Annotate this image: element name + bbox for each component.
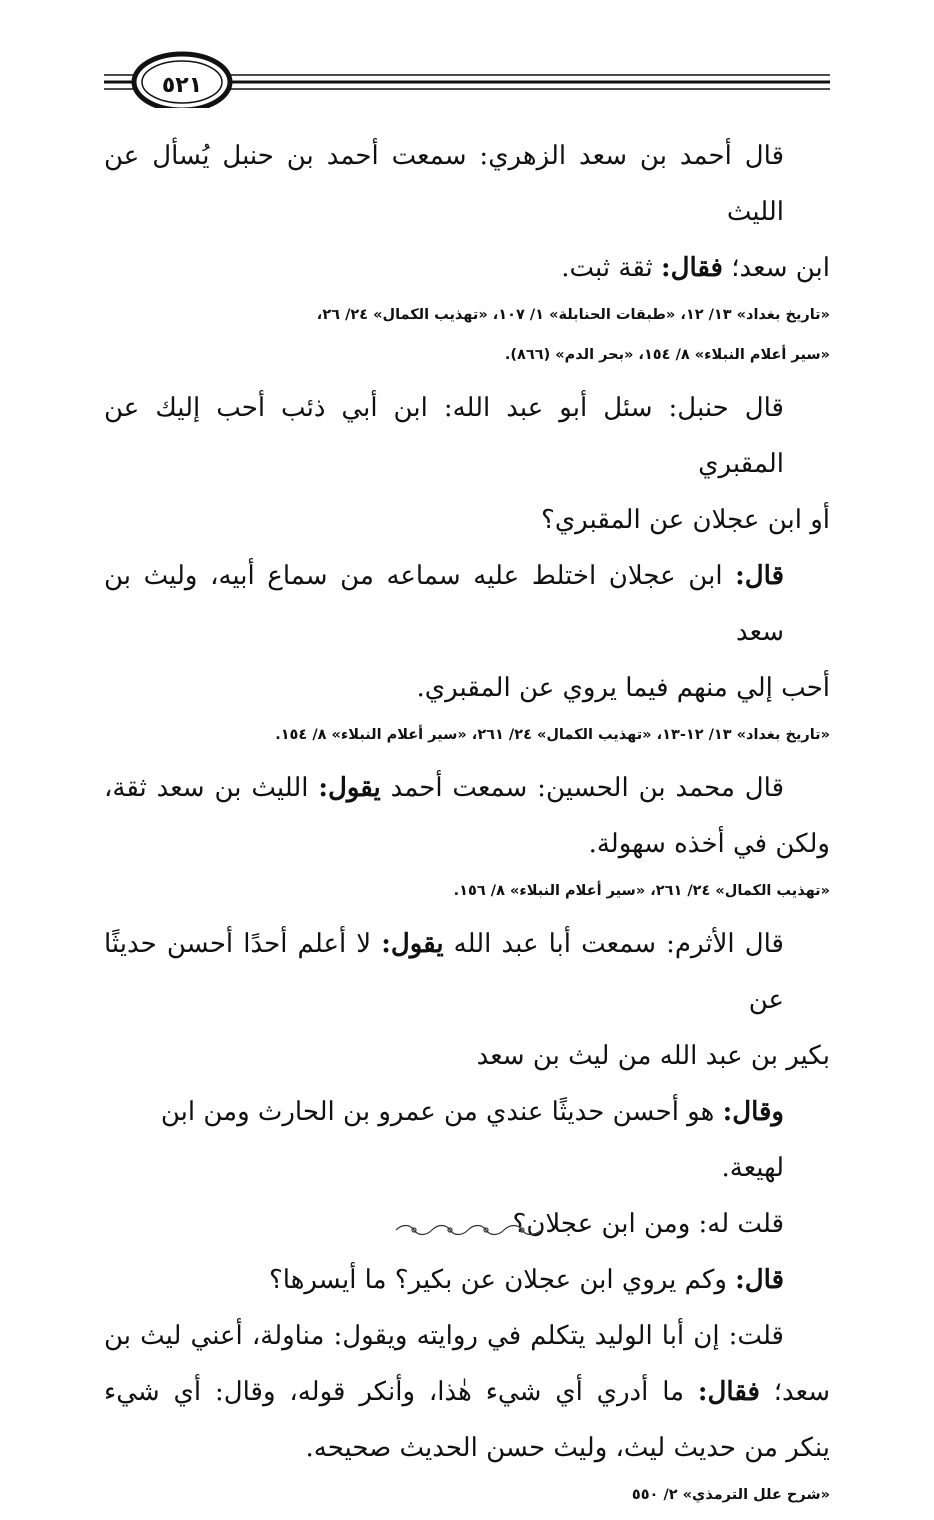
paragraph xyxy=(104,1252,830,1308)
text-line xyxy=(104,816,830,872)
text-run: ينكر من حديث ليث، وليث حسن الحديث صحيحه. xyxy=(305,1433,830,1463)
text-line xyxy=(104,1028,830,1084)
citation-reference: «شرح علل الترمذي» ٢/ ٥٥٠ xyxy=(631,1487,830,1503)
text-line xyxy=(104,760,830,816)
keyword: قال: xyxy=(735,561,784,591)
text-line xyxy=(104,1252,830,1308)
text-run: الليث بن سعد ثقة، xyxy=(104,773,319,803)
text-run: قال محمد بن الحسين: سمعت أحمد xyxy=(380,773,784,803)
paragraph xyxy=(104,1308,830,1476)
paragraph xyxy=(104,916,830,1084)
keyword: يقول: xyxy=(381,929,444,959)
citation-reference: «سير أعلام النبلاء» ٨/ ١٥٤، «بحر الدم» (٨٦٦). xyxy=(504,347,830,363)
text-line xyxy=(104,916,830,1028)
text-run: ابن سعد؛ xyxy=(722,253,830,283)
text-line xyxy=(104,1420,830,1476)
text-line xyxy=(104,660,830,716)
text-line xyxy=(104,1084,830,1196)
keyword: وقال: xyxy=(722,1097,784,1127)
text-line xyxy=(104,1364,830,1420)
keyword: فقال: xyxy=(697,1377,760,1407)
text-run: قال أحمد بن سعد الزهري: سمعت أحمد بن حنبل يُسأل عن الليث xyxy=(104,141,784,227)
keyword: يقول: xyxy=(318,773,381,803)
paragraph xyxy=(104,1084,830,1196)
text-run: بكير بن عبد الله من ليث بن سعد xyxy=(476,1041,830,1071)
paragraph xyxy=(104,548,830,716)
text-line xyxy=(104,128,830,240)
text-line xyxy=(104,492,830,548)
text-run: قلت: إن أبا الوليد يتكلم في روايته ويقول: مناولة، أعني ليث بن xyxy=(104,1321,784,1351)
text-line xyxy=(104,548,830,660)
citation-reference: «تاريخ بغداد» ١٣/ ١٢-١٣، «تهذيب الكمال» ٢٤/ ٢٦١، «سير أعلام النبلاء» ٨/ ١٥٤. xyxy=(275,727,830,743)
text-run: قال الأثرم: سمعت أبا عبد الله xyxy=(443,929,784,959)
text-line xyxy=(104,240,830,296)
text-run: ثقة ثبت. xyxy=(561,253,661,283)
text-run: ما أدري أي شيء هٰذا، وأنكر قوله، وقال: أي شيء xyxy=(104,1377,698,1407)
text-run: ولكن في أخذه سهولة. xyxy=(588,829,830,859)
citation-reference: «تهذيب الكمال» ٢٤/ ٢٦١، «سير أعلام النبلاء» ٨/ ١٥٦. xyxy=(453,883,830,899)
page-body xyxy=(104,128,830,1520)
text-run: أو ابن عجلان عن المقبري؟ xyxy=(541,505,830,535)
footer-ornament-icon xyxy=(392,1222,546,1238)
paragraph xyxy=(104,380,830,548)
text-run: وكم يروي ابن عجلان عن بكير؟ ما أيسرها؟ xyxy=(268,1265,736,1295)
keyword: قال: xyxy=(735,1265,784,1295)
text-line xyxy=(104,1308,830,1364)
text-line xyxy=(104,380,830,492)
text-run: قال حنبل: سئل أبو عبد الله: ابن أبي ذئب أحب إليك عن المقبري xyxy=(104,393,784,479)
text-run: سعد؛ xyxy=(759,1377,830,1407)
text-run: أحب إلي منهم فيما يروي عن المقبري. xyxy=(416,673,830,703)
keyword: فقال: xyxy=(660,253,723,283)
text-run: لا أعلم أحدًا أحسن حديثًا عن xyxy=(104,929,784,1015)
page-number: ٥٢١ xyxy=(161,73,203,98)
citation-reference: «تاريخ بغداد» ١٣/ ١٢، «طبقات الحنابلة» ١/ ١٠٧، «تهذيب الكمال» ٢٤/ ٢٦، xyxy=(316,307,830,323)
text-run: قلت له: ومن ابن عجلان؟ xyxy=(512,1209,784,1239)
paragraph xyxy=(104,128,830,296)
text-run: ابن عجلان اختلط عليه سماعه من سماع أبيه، وليث بن سعد xyxy=(104,561,784,647)
paragraph xyxy=(104,760,830,872)
text-run: هو أحسن حديثًا عندي من عمرو بن الحارث ومن ابن لهيعة. xyxy=(160,1097,784,1183)
